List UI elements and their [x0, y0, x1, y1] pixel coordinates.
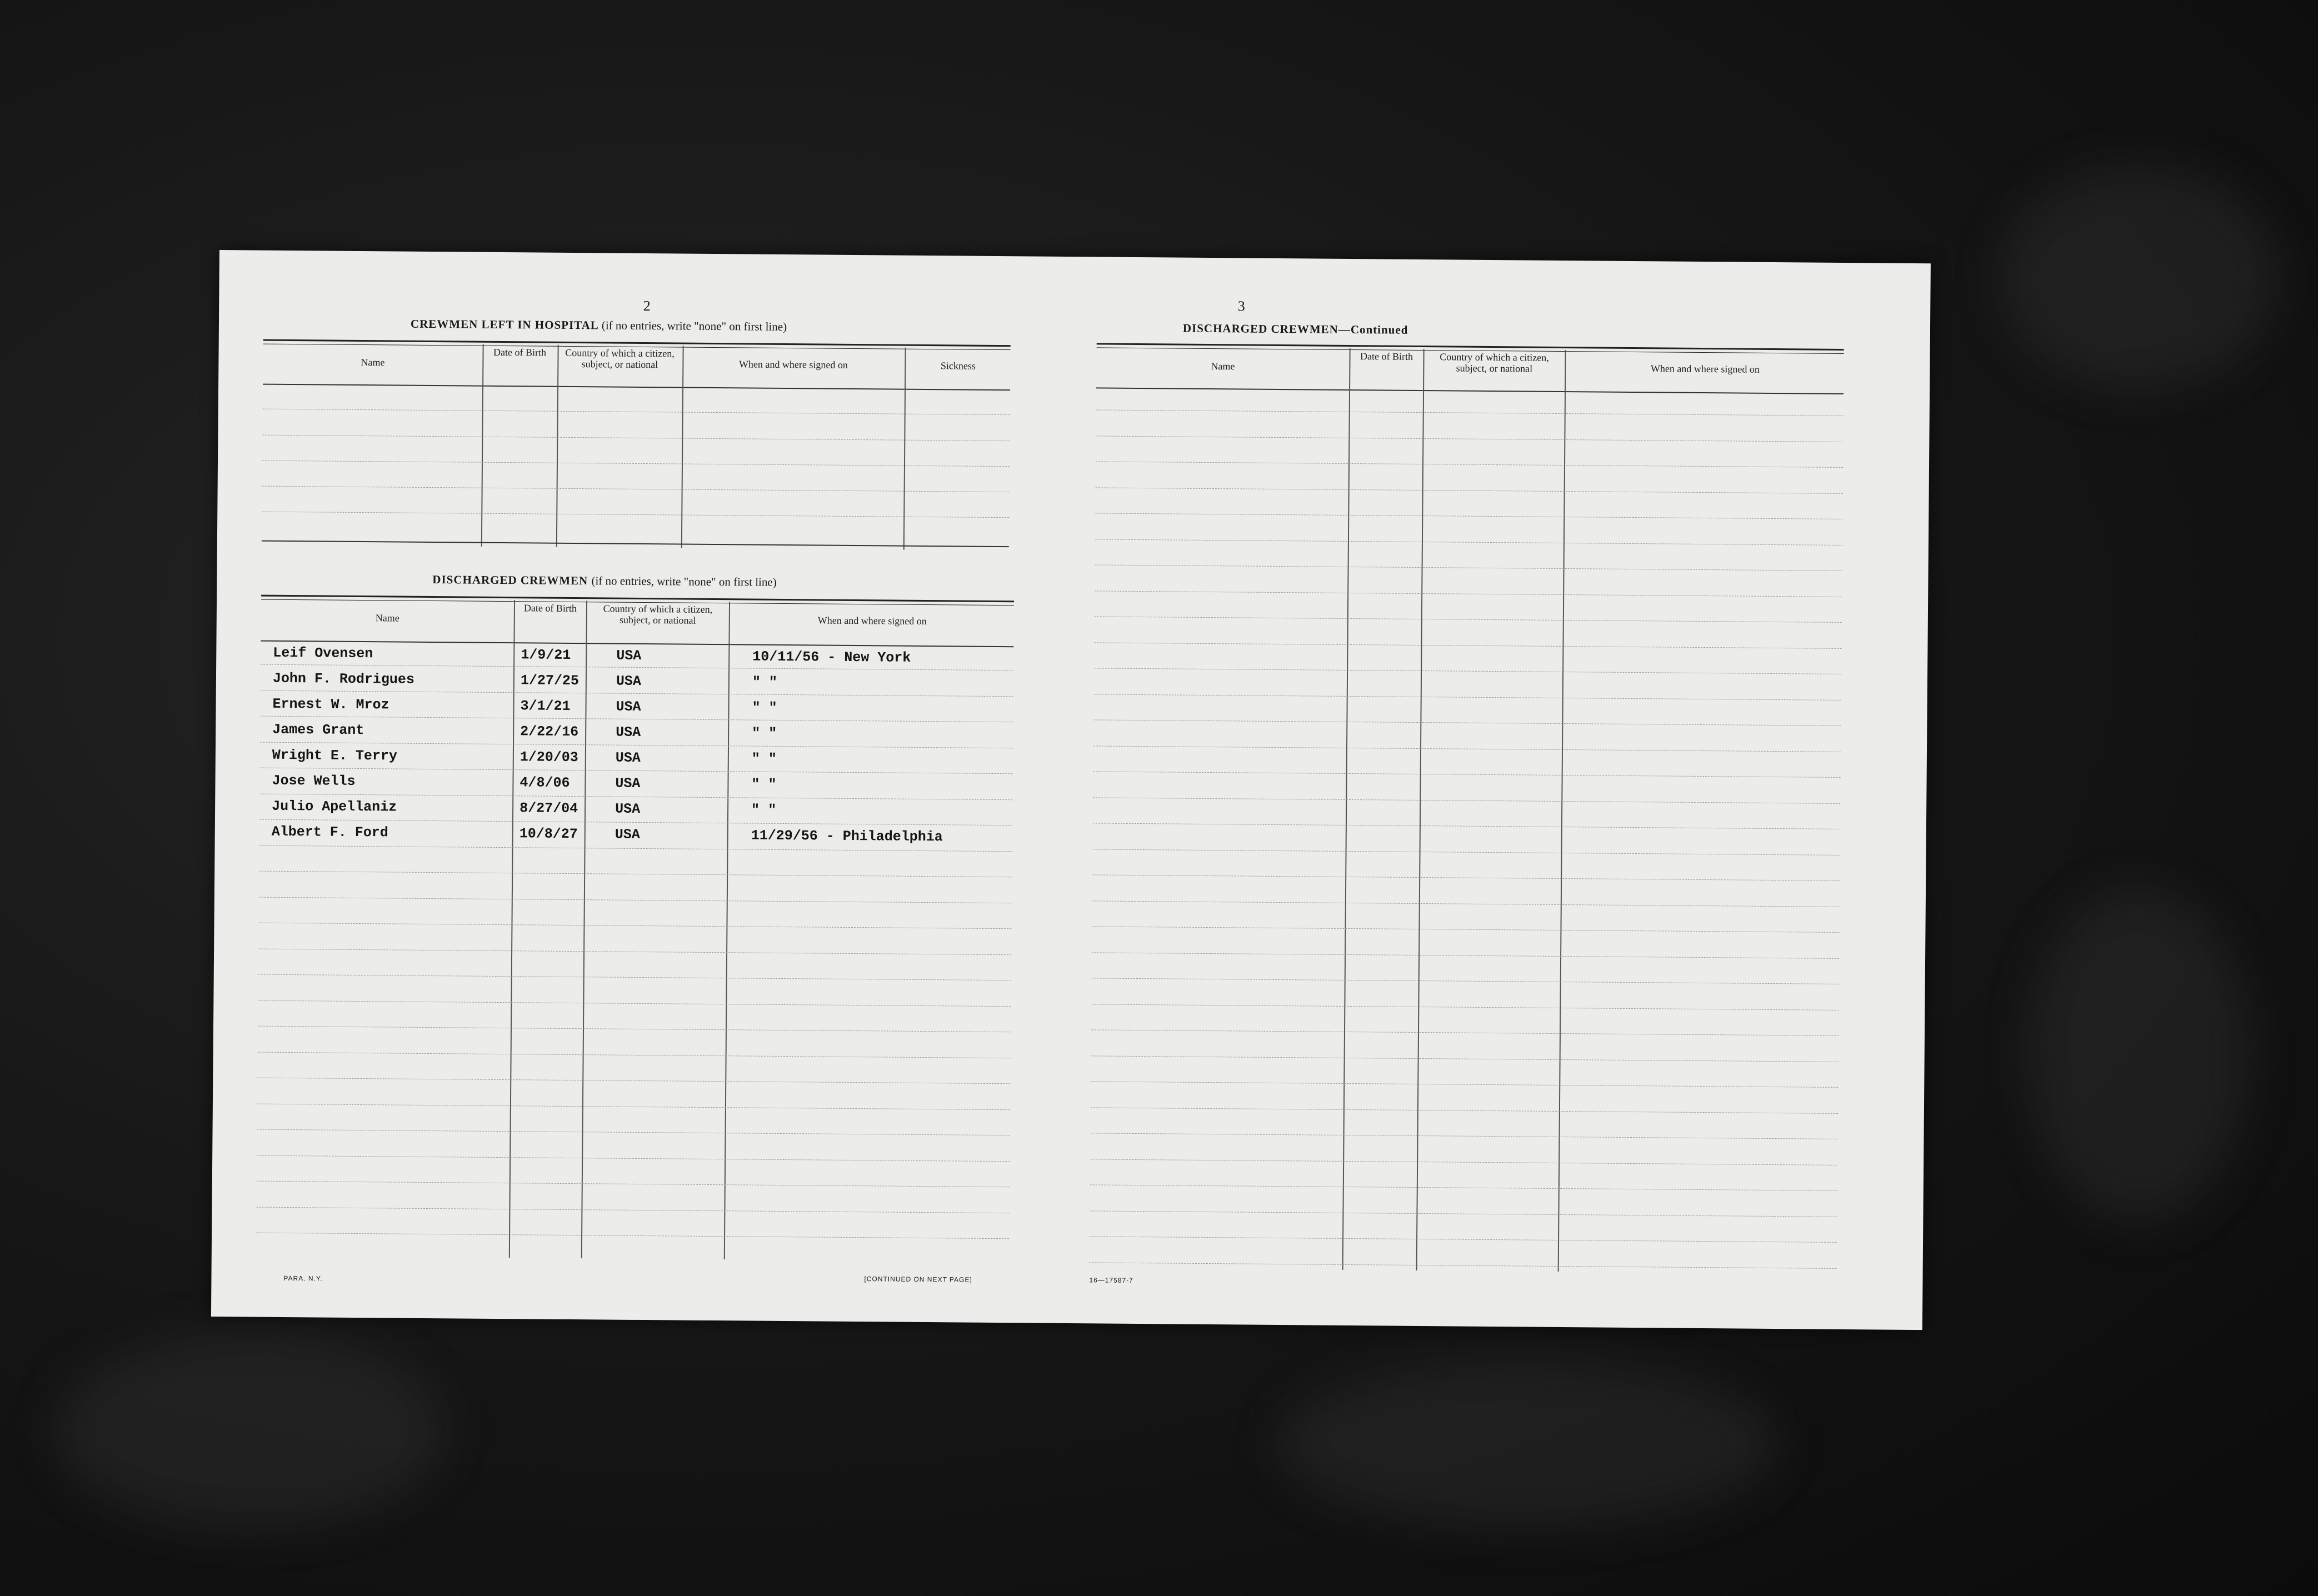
ruled-line: [1096, 436, 1843, 442]
cell-name: John F. Rodrigues: [272, 670, 415, 688]
ruled-line: [258, 1052, 1011, 1058]
cell-name: Julio Apellaniz: [272, 798, 397, 815]
ruled-line: [1090, 1159, 1837, 1165]
ruled-line: [257, 1078, 1010, 1084]
ruled-line: [256, 1233, 1009, 1239]
ruled-line: [259, 871, 1012, 878]
ruled-line: [1092, 874, 1840, 881]
col-header-name: Name: [375, 612, 399, 624]
continued-note: [CONTINUED ON NEXT PAGE]: [864, 1275, 972, 1284]
cell-dob: 3/1/21: [520, 698, 571, 714]
cell-signed-on: " ": [752, 699, 777, 716]
ruled-line: [1090, 1184, 1837, 1191]
ruled-line: [1092, 952, 1839, 959]
hospital-title-note: (if no entries, write "none" on first line): [601, 318, 787, 334]
cell-name: Albert F. Ford: [271, 823, 388, 841]
discharged-title-note: (if no entries, write "none" on first line): [591, 574, 777, 589]
ruled-line: [1091, 1133, 1838, 1139]
cell-country: USA: [615, 775, 641, 792]
ruled-line: [1096, 409, 1844, 416]
ruled-line: [257, 1181, 1010, 1188]
ruled-line: [1096, 461, 1843, 468]
ruled-line: [1090, 1262, 1837, 1269]
hospital-table: [262, 339, 1011, 551]
printer-mark: PARA. N.Y.: [283, 1274, 323, 1283]
ruled-line: [1091, 1081, 1838, 1088]
discharged-table: [256, 595, 1014, 1262]
hospital-section-title: [411, 317, 787, 334]
cell-country: USA: [615, 749, 641, 766]
cell-name: James Grant: [272, 721, 364, 739]
cell-name: Ernest W. Mroz: [272, 696, 389, 713]
col-header-sickness: Sickness: [940, 360, 976, 372]
col-header-name: Name: [1211, 361, 1235, 372]
ruled-line: [258, 948, 1011, 955]
right-section-title: DISCHARGED CREWMEN—Continued: [1182, 321, 1408, 337]
ruled-line: [1095, 591, 1842, 597]
ruled-line: [1091, 1004, 1839, 1010]
col-header-dob: Date of Birth: [523, 602, 577, 614]
ruled-line: [1092, 926, 1839, 933]
ruled-line: [1092, 978, 1839, 984]
ruled-line: [1093, 823, 1840, 829]
left-page: [211, 250, 1075, 1323]
col-header-signed-on: When and where signed on: [738, 358, 848, 371]
ruled-line: [1094, 668, 1841, 674]
ruled-line: [1095, 513, 1842, 519]
cell-dob: 1/9/21: [521, 647, 571, 663]
cell-dob: 4/8/06: [519, 774, 570, 791]
cell-dob: 10/8/27: [519, 825, 578, 843]
page-number: 3: [1237, 298, 1245, 314]
discharged-continued-table: [1090, 343, 1844, 1274]
ruled-line: [257, 1155, 1010, 1162]
ruled-line: [1090, 1236, 1837, 1243]
ruled-line: [1095, 616, 1842, 623]
ruled-line: [260, 742, 1013, 748]
ruled-line: [1091, 1029, 1839, 1036]
ruled-line: [256, 1207, 1009, 1213]
ruled-line: [1096, 487, 1843, 494]
ruled-line: [257, 1129, 1010, 1136]
ruled-line: [1093, 797, 1840, 804]
col-header-signed-on: When and where signed on: [817, 614, 927, 627]
ruled-line: [1093, 771, 1841, 778]
col-header-name: Name: [361, 357, 385, 368]
ruled-line: [260, 768, 1013, 774]
form-number: 16—17587-7: [1089, 1276, 1133, 1284]
ruled-line: [260, 716, 1013, 723]
cell-signed-on: " ": [751, 802, 777, 818]
col-header-country: Country of which a citizen, subject, or national: [565, 347, 675, 371]
col-header-dob: Date of Birth: [1360, 351, 1413, 362]
cell-signed-on: " ": [751, 751, 777, 767]
cell-country: USA: [615, 800, 641, 817]
cell-signed-on: 10/11/56 - New York: [752, 648, 911, 666]
cell-country: USA: [616, 698, 641, 715]
document-spread: [211, 250, 1931, 1330]
cell-signed-on: " ": [752, 674, 778, 691]
cell-name: Leif Ovensen: [273, 644, 373, 662]
ruled-line: [261, 690, 1013, 697]
cell-country: USA: [615, 826, 640, 843]
ruled-line: [257, 1103, 1010, 1110]
ruled-line: [258, 1000, 1011, 1007]
col-header-country: Country of which a citizen, subject, or national: [603, 603, 713, 626]
col-header-dob: Date of Birth: [493, 346, 547, 358]
cell-dob: 8/27/04: [519, 800, 578, 817]
cell-name: Wright E. Terry: [272, 747, 398, 764]
ruled-line: [258, 923, 1011, 929]
ruled-line: [259, 845, 1012, 852]
ruled-line: [1094, 694, 1841, 701]
ruled-line: [1095, 539, 1842, 546]
ruled-line: [1093, 849, 1840, 855]
page-number: 2: [643, 297, 651, 314]
cell-country: USA: [616, 647, 642, 664]
cell-signed-on: " ": [752, 725, 777, 742]
cell-name: Jose Wells: [272, 772, 356, 789]
ruled-line: [258, 974, 1011, 981]
ruled-line: [1093, 746, 1841, 752]
cell-dob: 1/27/25: [520, 672, 580, 689]
cell-signed-on: " ": [751, 776, 777, 793]
ruled-line: [1091, 1055, 1839, 1062]
col-header-country: Country of which a citizen, subject, or national: [1440, 351, 1549, 374]
ruled-line: [1090, 1210, 1837, 1217]
cell-country: USA: [616, 673, 642, 689]
discharged-title-text: DISCHARGED CREWMEN: [432, 573, 588, 588]
cell-dob: 2/22/16: [520, 723, 579, 741]
hospital-title-text: CREWMEN LEFT IN HOSPITAL: [410, 317, 598, 332]
right-page: [1067, 257, 1931, 1330]
cell-signed-on: 11/29/56 - Philadelphia: [751, 827, 943, 845]
cell-dob: 1/20/03: [519, 749, 578, 766]
ruled-line: [258, 1026, 1011, 1033]
ruled-line: [1092, 900, 1840, 907]
discharged-section-title: [432, 573, 777, 589]
ruled-line: [1095, 564, 1842, 571]
col-header-signed-on: When and where signed on: [1650, 363, 1760, 375]
cell-country: USA: [616, 724, 641, 741]
ruled-line: [259, 897, 1012, 903]
ruled-line: [1094, 642, 1841, 649]
ruled-line: [1091, 1107, 1838, 1114]
ruled-line: [1093, 719, 1841, 726]
